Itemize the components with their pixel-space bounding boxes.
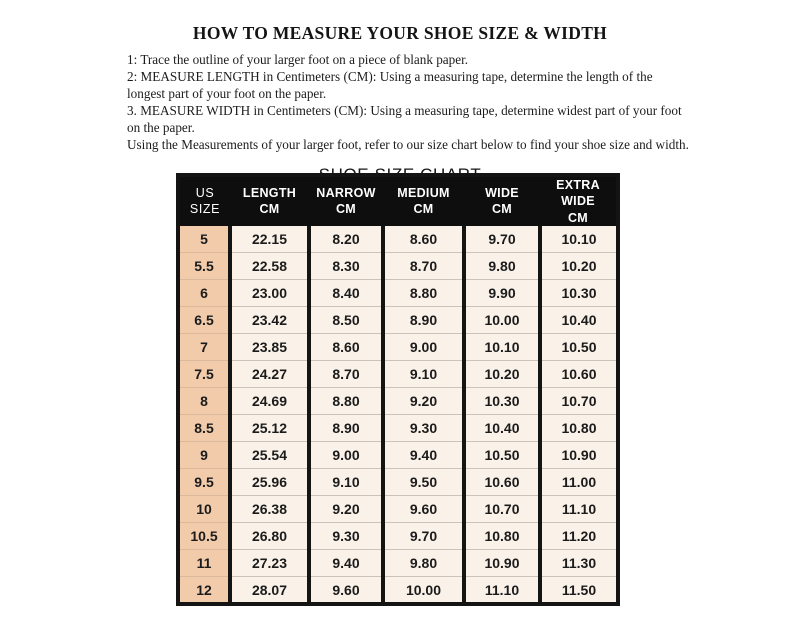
table-row (178, 523, 618, 550)
measurement-cell: 10.00 (383, 577, 464, 604)
table-row (178, 442, 618, 469)
measurement-cell: 25.96 (230, 469, 309, 496)
measurement-cell: 8.60 (383, 226, 464, 253)
measurement-cell: 11.20 (540, 523, 618, 550)
measurement-cell: 9.60 (309, 577, 383, 604)
measurement-cell: 9.70 (464, 226, 540, 253)
measurement-cell: 10.50 (464, 442, 540, 469)
table-row (178, 550, 618, 577)
measurement-cell: 10.40 (464, 415, 540, 442)
us-size-cell: 12 (178, 577, 230, 604)
measurement-cell: 9.80 (464, 253, 540, 280)
measurement-cell: 11.00 (540, 469, 618, 496)
measurement-cell: 8.90 (309, 415, 383, 442)
us-size-cell: 7.5 (178, 361, 230, 388)
measurement-cell: 10.70 (540, 388, 618, 415)
measurement-cell: 10.10 (464, 334, 540, 361)
measurement-cell: 22.15 (230, 226, 309, 253)
measurement-cell: 8.80 (309, 388, 383, 415)
measurement-cell: 10.90 (540, 442, 618, 469)
measurement-cell: 9.20 (383, 388, 464, 415)
size-chart-header (178, 175, 618, 226)
measurement-cell: 10.90 (464, 550, 540, 577)
measurement-cell: 23.00 (230, 280, 309, 307)
table-row (178, 253, 618, 280)
instruction-step-2: 2: MEASURE LENGTH in Centimeters (CM): Using a measuring tape, determine the length of the longest part of your foot on the paper. (127, 69, 653, 101)
measurement-cell: 10.10 (540, 226, 618, 253)
us-size-cell: 11 (178, 550, 230, 577)
measurement-cell: 11.10 (464, 577, 540, 604)
table-row (178, 388, 618, 415)
measurement-cell: 26.38 (230, 496, 309, 523)
measurement-cell: 8.60 (309, 334, 383, 361)
measurement-cell: 8.90 (383, 307, 464, 334)
measurement-cell: 9.80 (383, 550, 464, 577)
measurement-cell: 9.00 (309, 442, 383, 469)
measurement-cell: 10.20 (464, 361, 540, 388)
column-header-narrow: NARROW CM (309, 175, 383, 226)
measurement-cell: 9.20 (309, 496, 383, 523)
table-row (178, 307, 618, 334)
us-size-cell: 9.5 (178, 469, 230, 496)
instruction-summary: Using the Measurements of your larger foot, refer to our size chart below to find your shoe size and width. (127, 137, 689, 152)
measurement-cell: 10.00 (464, 307, 540, 334)
measurement-cell: 9.30 (309, 523, 383, 550)
table-row (178, 280, 618, 307)
measurement-cell: 24.27 (230, 361, 309, 388)
measurement-cell: 10.30 (464, 388, 540, 415)
measurement-cell: 10.60 (464, 469, 540, 496)
measurement-cell: 25.12 (230, 415, 309, 442)
measurement-cell: 24.69 (230, 388, 309, 415)
table-row (178, 496, 618, 523)
table-body (178, 226, 618, 604)
measurement-cell: 23.85 (230, 334, 309, 361)
measurement-cell: 8.50 (309, 307, 383, 334)
measurement-cell: 8.30 (309, 253, 383, 280)
measurement-cell: 9.90 (464, 280, 540, 307)
column-header-wide: WIDE CM (464, 175, 540, 226)
us-size-cell: 6 (178, 280, 230, 307)
us-size-cell: 6.5 (178, 307, 230, 334)
us-size-cell: 5 (178, 226, 230, 253)
measurement-cell: 26.80 (230, 523, 309, 550)
measurement-cell: 9.40 (309, 550, 383, 577)
measurement-cell: 23.42 (230, 307, 309, 334)
measurement-cell: 27.23 (230, 550, 309, 577)
column-header-extra-wide: EXTRA WIDE CM (540, 175, 618, 226)
measurement-cell: 10.80 (540, 415, 618, 442)
measurement-cell: 10.60 (540, 361, 618, 388)
measurement-cell: 11.30 (540, 550, 618, 577)
page-title: HOW TO MEASURE YOUR SHOE SIZE & WIDTH (192, 23, 608, 43)
table-row (178, 469, 618, 496)
measurement-instructions (127, 51, 692, 153)
us-size-cell: 5.5 (178, 253, 230, 280)
table-row (178, 226, 618, 253)
size-chart-table (176, 173, 620, 606)
measurement-cell: 9.30 (383, 415, 464, 442)
measurement-cell: 8.80 (383, 280, 464, 307)
measurement-cell: 10.70 (464, 496, 540, 523)
us-size-cell: 9 (178, 442, 230, 469)
measurement-cell: 10.80 (464, 523, 540, 550)
us-size-cell: 10.5 (178, 523, 230, 550)
measurement-cell: 11.10 (540, 496, 618, 523)
measurement-cell: 10.50 (540, 334, 618, 361)
instruction-step-1: 1: Trace the outline of your larger foot on a piece of blank paper. (127, 52, 469, 67)
measurement-cell: 22.58 (230, 253, 309, 280)
measurement-cell: 9.40 (383, 442, 464, 469)
instruction-step-3: 3. MEASURE WIDTH in Centimeters (CM): Using a measuring tape, determine widest part of your foot on the paper. (127, 103, 682, 135)
measurement-cell: 10.40 (540, 307, 618, 334)
measurement-cell: 11.50 (540, 577, 618, 604)
measurement-cell: 8.70 (383, 253, 464, 280)
measurement-cell: 25.54 (230, 442, 309, 469)
measurement-cell: 9.70 (383, 523, 464, 550)
size-guide-page (0, 23, 800, 623)
us-size-cell: 10 (178, 496, 230, 523)
measurement-cell: 8.40 (309, 280, 383, 307)
measurement-cell: 10.30 (540, 280, 618, 307)
measurement-cell: 10.20 (540, 253, 618, 280)
measurement-cell: 8.70 (309, 361, 383, 388)
table-row (178, 415, 618, 442)
measurement-cell: 9.10 (383, 361, 464, 388)
us-size-cell: 7 (178, 334, 230, 361)
measurement-cell: 9.60 (383, 496, 464, 523)
table-row (178, 334, 618, 361)
column-header-length: LENGTH CM (230, 175, 309, 226)
measurement-cell: 9.10 (309, 469, 383, 496)
measurement-cell: 28.07 (230, 577, 309, 604)
measurement-cell: 9.00 (383, 334, 464, 361)
us-size-cell: 8.5 (178, 415, 230, 442)
us-size-cell: 8 (178, 388, 230, 415)
measurement-cell: 8.20 (309, 226, 383, 253)
column-header-us-size: US SIZE (178, 175, 230, 226)
column-header-medium: MEDIUM CM (383, 175, 464, 226)
table-row (178, 361, 618, 388)
measurement-cell: 9.50 (383, 469, 464, 496)
